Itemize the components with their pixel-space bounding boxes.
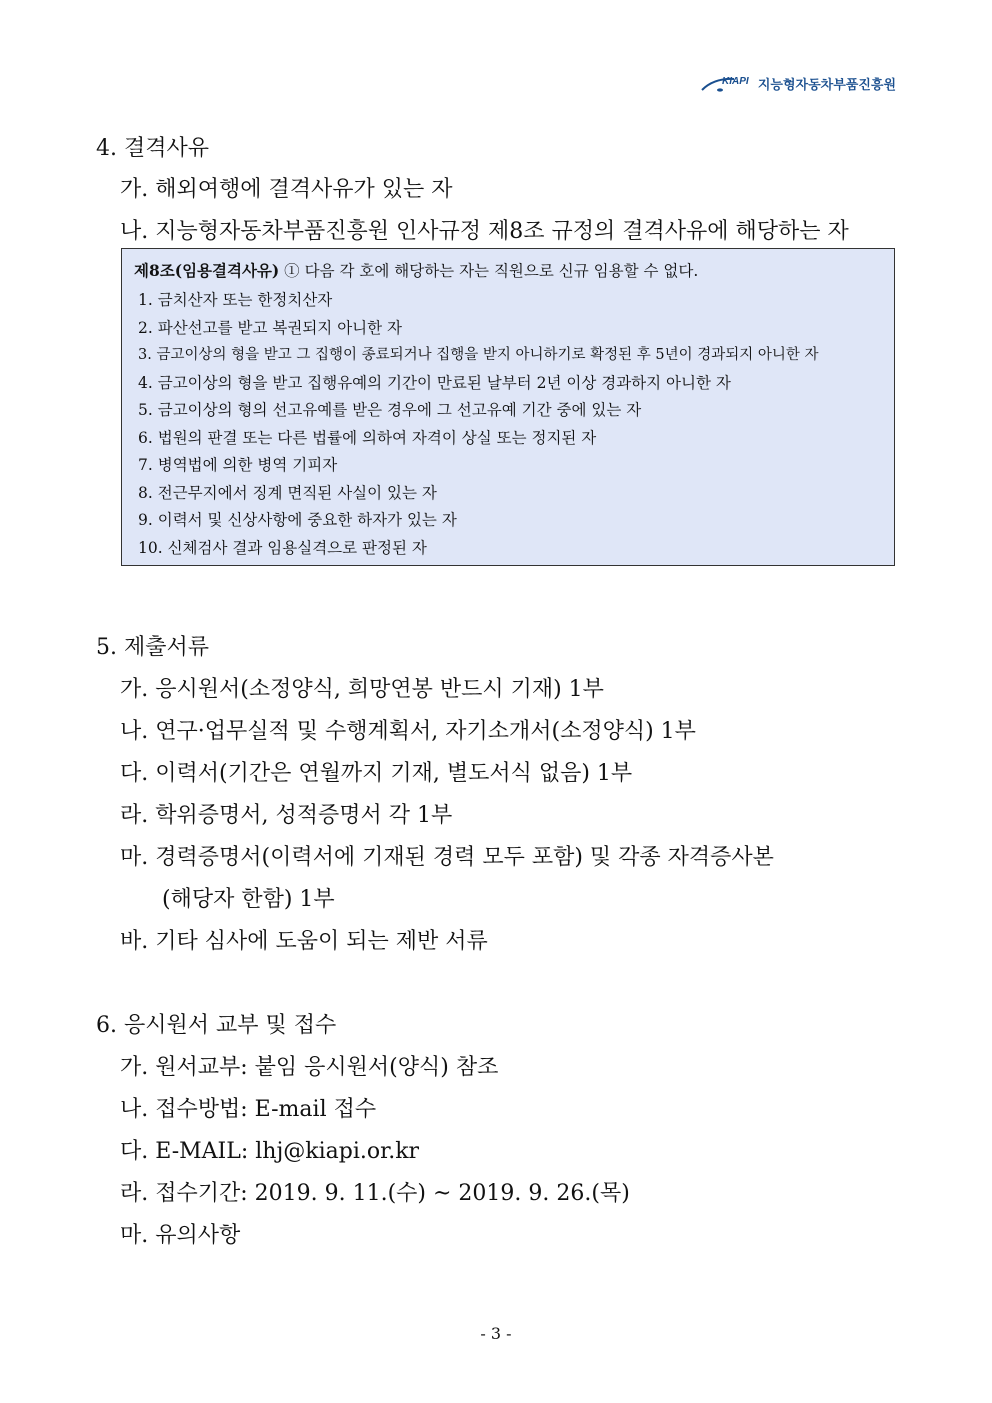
rule-article-title: 제8조(임용결격사유) <box>134 261 280 280</box>
list-item: 마. 경력증명서(이력서에 기재된 경력 모두 포함) 및 각종 자격증사본 <box>120 845 774 870</box>
list-item: 다. 이력서(기간은 연월까지 기재, 별도서식 없음) 1부 <box>120 761 633 786</box>
list-item: 마. 유의사항 <box>120 1223 241 1248</box>
org-name: 지능형자동차부품진흥원 <box>757 77 896 93</box>
list-item: 가. 응시원서(소정양식, 희망연봉 반드시 기재) 1부 <box>120 677 604 702</box>
list-item: 나. 연구·업무실적 및 수행계획서, 자기소개서(소정양식) 1부 <box>120 719 696 744</box>
kiapi-logo <box>700 70 752 96</box>
list-item: 다. E-MAIL: lhj@kiapi.or.kr <box>120 1139 420 1164</box>
rule-heading <box>134 259 882 281</box>
page-number: - 3 - <box>480 1324 512 1343</box>
list-item: 나. 접수방법: E-mail 접수 <box>120 1097 377 1122</box>
list-item: 가. 원서교부: 붙임 응시원서(양식) 참조 <box>120 1055 499 1080</box>
rule-line: 3. 금고이상의 형을 받고 그 집행이 종료되거나 집행을 받지 아니하기로 확정된 후 5년이 경과되지 아니한 자 <box>138 347 819 363</box>
list-item: 바. 기타 심사에 도움이 되는 제반 서류 <box>120 929 488 954</box>
list-item-continuation: (해당자 한함) 1부 <box>162 887 335 912</box>
section-title-6: 6. 응시원서 교부 및 접수 <box>96 1013 337 1038</box>
list-item: 라. 학위증명서, 성적증명서 각 1부 <box>120 803 453 828</box>
rule-line: 4. 금고이상의 형을 받고 집행유예의 기간이 만료된 날부터 2년 이상 경과하지 아니한 자 <box>138 373 731 392</box>
rule-line: 9. 이력서 및 신상사항에 중요한 하자가 있는 자 <box>138 511 457 529</box>
section-title-5: 5. 제출서류 <box>96 635 209 660</box>
rule-line: 7. 병역법에 의한 병역 기피자 <box>138 456 338 474</box>
list-item: 라. 접수기간: 2019. 9. 11.(수) ~ 2019. 9. 26.(목) <box>120 1181 630 1206</box>
rule-line: 2. 파산선고를 받고 복권되지 아니한 자 <box>138 318 403 337</box>
section-title-4: 4. 결격사유 <box>96 136 209 161</box>
page-header <box>700 70 896 96</box>
rule-heading-text: ① 다음 각 호에 해당하는 자는 직원으로 신규 임용할 수 없다. <box>279 262 699 280</box>
rule-line: 1. 금치산자 또는 한정치산자 <box>138 291 333 309</box>
rule-line: 8. 전근무지에서 징계 면직된 사실이 있는 자 <box>138 483 437 502</box>
list-item: 나. 지능형자동차부품진흥원 인사규정 제8조 규정의 결격사유에 해당하는 자 <box>120 219 849 244</box>
rule-line: 6. 법원의 판결 또는 다른 법률에 의하여 자격이 상실 또는 정지된 자 <box>138 428 597 447</box>
list-item: 가. 해외여행에 결격사유가 있는 자 <box>120 177 453 202</box>
rule-line: 5. 금고이상의 형의 선고유예를 받은 경우에 그 선고유예 기간 중에 있는 자 <box>138 401 642 419</box>
logo-text: KIAPI <box>721 76 749 87</box>
rule-excerpt-box <box>121 248 895 566</box>
rule-line: 10. 신체검사 결과 임용실격으로 판정된 자 <box>138 538 427 557</box>
